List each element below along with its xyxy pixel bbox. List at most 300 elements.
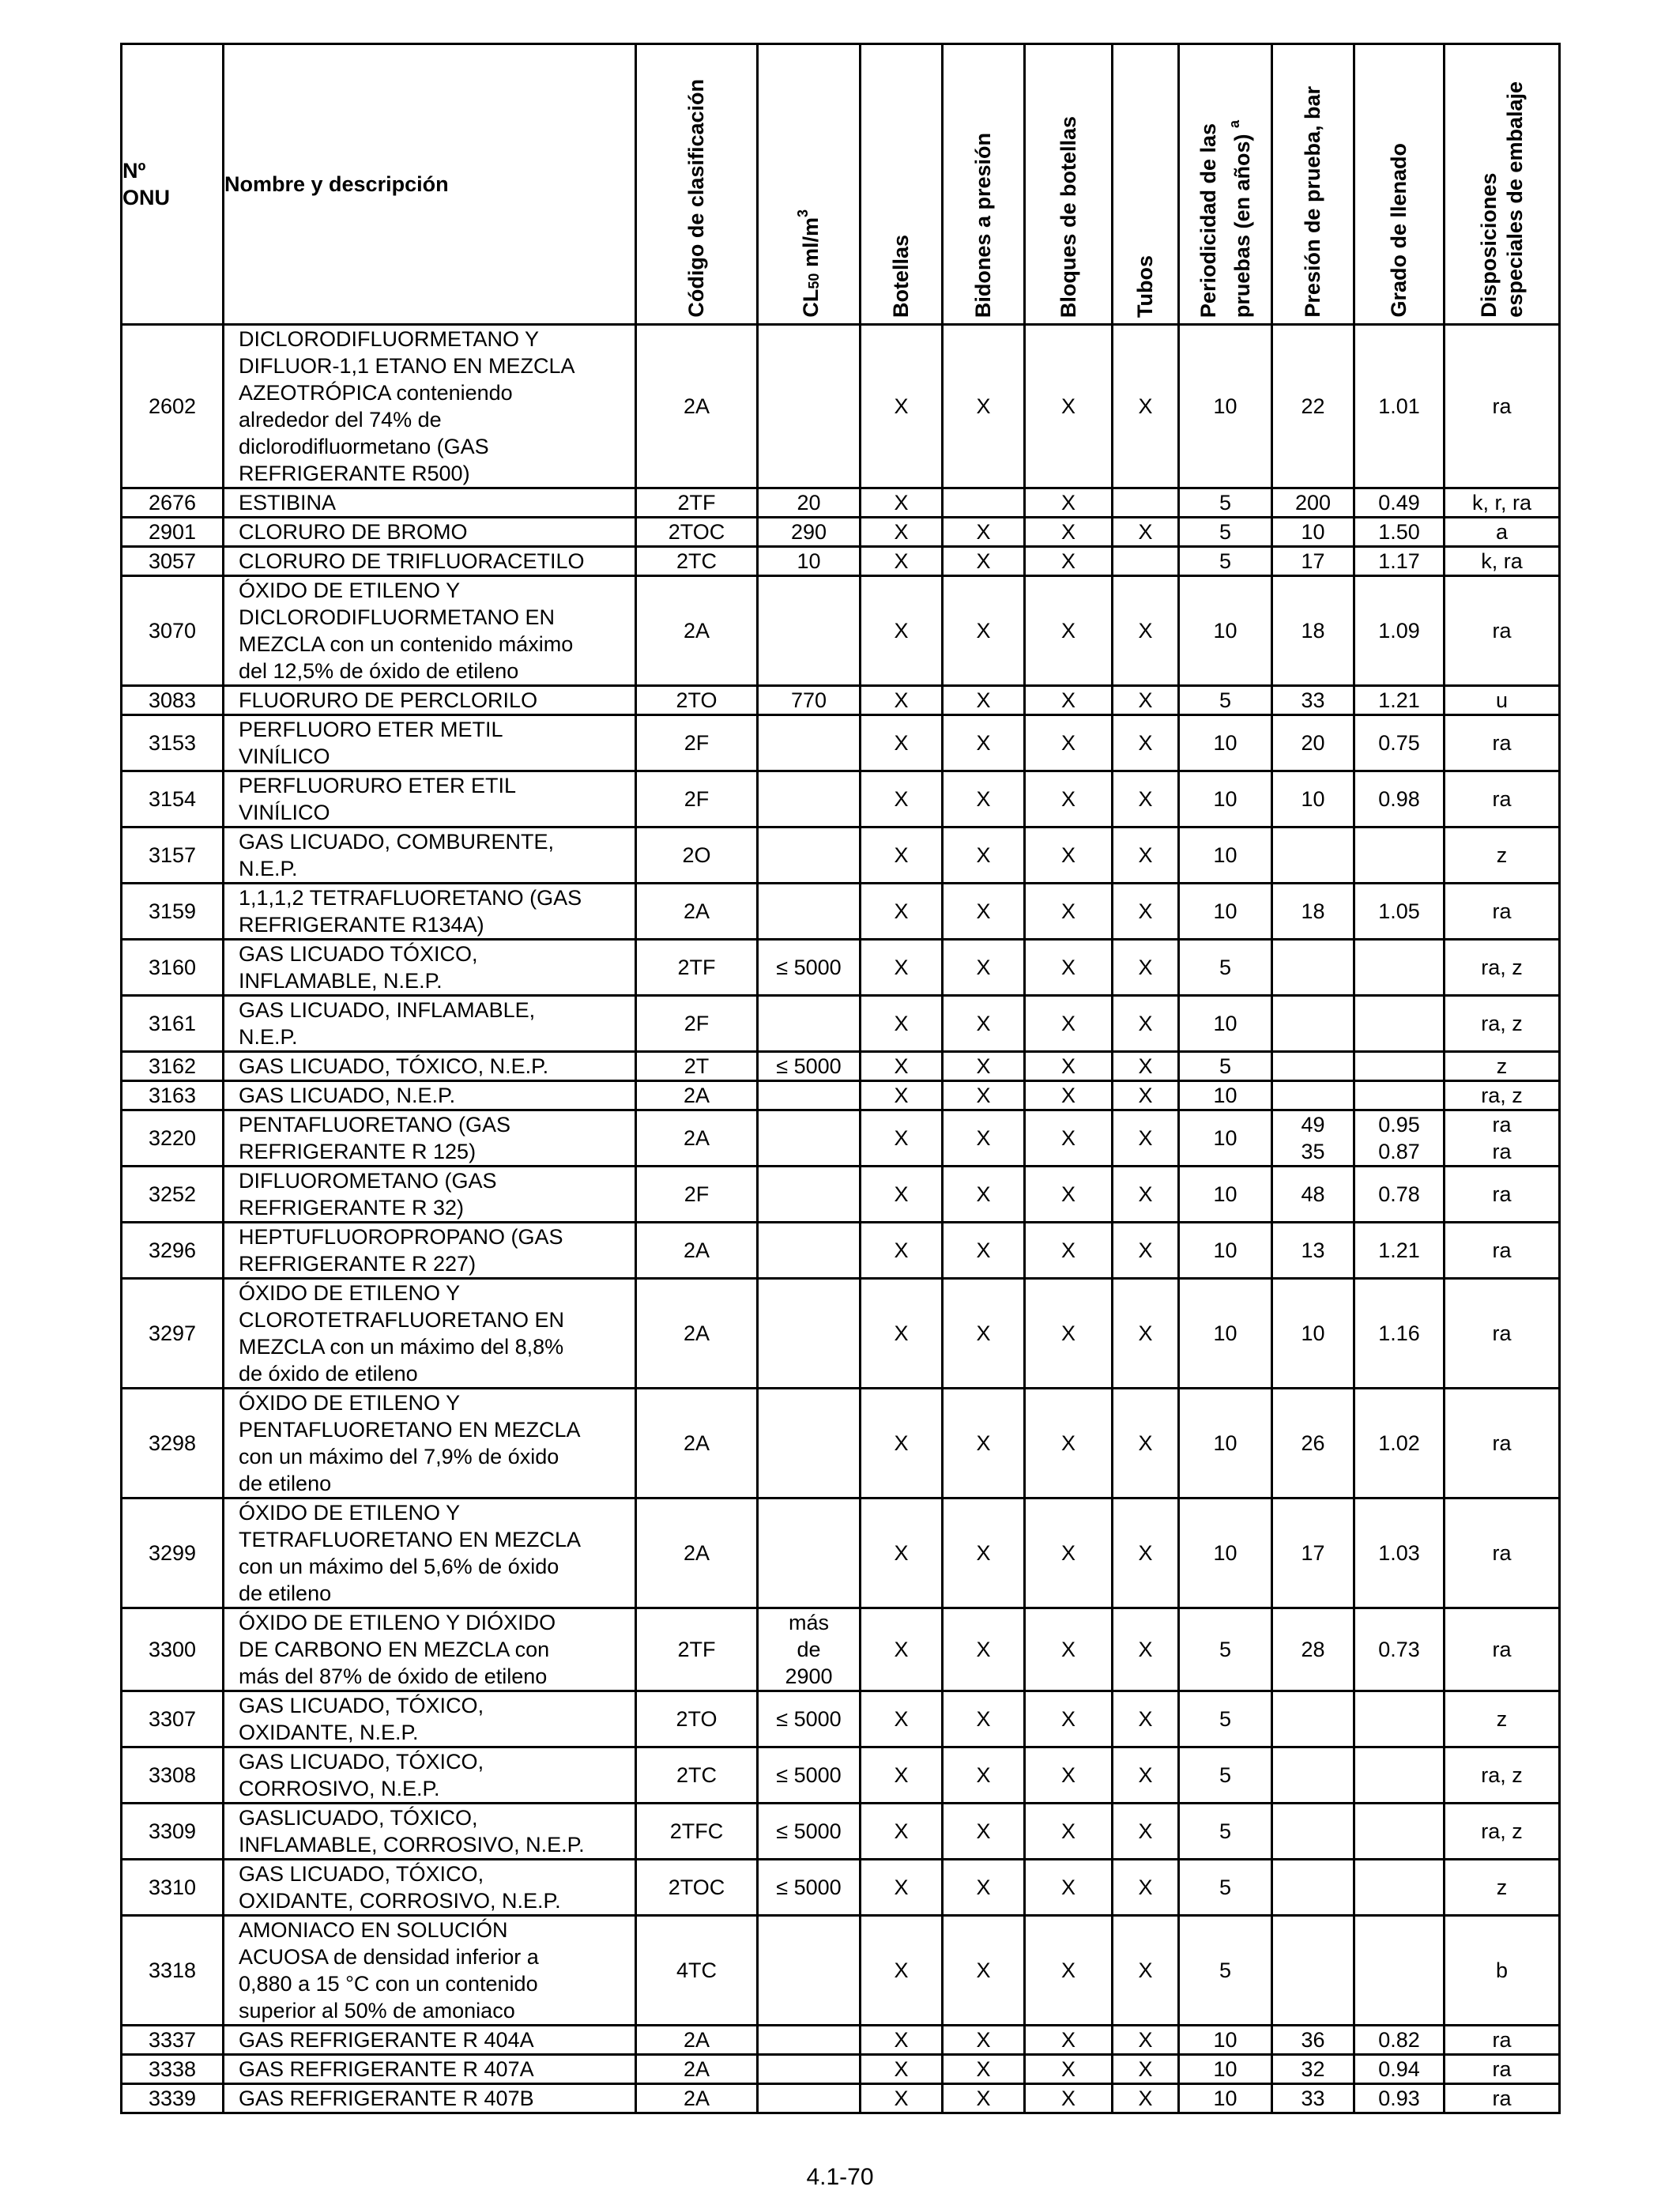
cell-un-number: 3162 <box>122 1052 224 1081</box>
cell-bottle-bundles: X <box>1025 1804 1113 1860</box>
cell-test-pressure <box>1272 1747 1354 1804</box>
cell-special-provisions <box>1445 1081 1560 1110</box>
cell-cl50 <box>758 518 861 547</box>
cell-name-line: OXIDANTE, N.E.P. <box>239 1721 419 1744</box>
header-bottles-label: Botellas <box>889 234 913 318</box>
cell-pressure-drums: X <box>943 771 1025 827</box>
cell-test-periodicity: 5 <box>1179 1608 1272 1691</box>
cell-bottle-bundles: X <box>1025 2055 1113 2084</box>
cell-classification: 2TF <box>636 940 758 996</box>
cell-filling-degree <box>1354 1279 1445 1389</box>
cell-test-pressure <box>1272 1052 1354 1081</box>
table-row <box>122 547 1560 576</box>
cell-special-provisions <box>1445 1498 1560 1608</box>
cell-name-line: del 12,5% de óxido de etileno <box>239 659 519 683</box>
cell-un-number: 3307 <box>122 1691 224 1747</box>
cell-cl50 <box>758 576 861 686</box>
cell-tubes: X <box>1113 771 1179 827</box>
cell-name <box>224 1167 636 1223</box>
header-test-periodicity-line-2 <box>1222 120 1256 318</box>
cell-bottles: X <box>861 1608 943 1691</box>
cell-name-line: DIFLUOROMETANO (GAS <box>239 1169 497 1193</box>
cell-filling-degree <box>1354 771 1445 827</box>
cell-test-periodicity: 10 <box>1179 1081 1272 1110</box>
cell-special-provisions <box>1445 1804 1560 1860</box>
cell-bottles: X <box>861 884 943 940</box>
cell-name-line: HEPTUFLUOROPROPANO (GAS <box>239 1225 563 1249</box>
cell-un-number: 3297 <box>122 1279 224 1389</box>
header-tubes <box>1113 44 1179 325</box>
cell-un-number: 3338 <box>122 2055 224 2084</box>
cell-classification: 2A <box>636 1110 758 1167</box>
cell-cl50 <box>758 1052 861 1081</box>
cell-name-line: superior al 50% de amoniaco <box>239 1999 515 2022</box>
table-row <box>122 518 1560 547</box>
cell-un-number: 3154 <box>122 771 224 827</box>
cell-special-provisions-line: z <box>1496 843 1508 867</box>
cell-special-provisions-line: ra <box>1492 1238 1512 1262</box>
cell-test-pressure <box>1272 686 1354 715</box>
cell-pressure-drums: X <box>943 884 1025 940</box>
table-row <box>122 1691 1560 1747</box>
cell-cl50 <box>758 1167 861 1223</box>
cell-tubes <box>1113 547 1179 576</box>
cell-test-pressure <box>1272 715 1354 771</box>
cell-name-line: GAS LICUADO, N.E.P. <box>239 1084 456 1107</box>
table-row <box>122 1498 1560 1608</box>
cell-special-provisions <box>1445 1691 1560 1747</box>
cell-name-line: CLORURO DE TRIFLUORACETILO <box>239 549 585 573</box>
cell-test-periodicity: 10 <box>1179 1223 1272 1279</box>
cell-filling-degree-line: 0.98 <box>1378 787 1420 811</box>
cell-test-pressure <box>1272 1279 1354 1389</box>
cell-bottles: X <box>861 2084 943 2113</box>
cell-bottle-bundles: X <box>1025 771 1113 827</box>
cell-tubes: X <box>1113 827 1179 884</box>
header-special-provisions <box>1445 44 1560 325</box>
cell-bottle-bundles: X <box>1025 1608 1113 1691</box>
cell-bottle-bundles: X <box>1025 715 1113 771</box>
cell-filling-degree <box>1354 325 1445 488</box>
cell-cl50-line: 20 <box>797 491 821 515</box>
cell-bottles: X <box>861 2026 943 2055</box>
cell-name-line: ÓXIDO DE ETILENO Y <box>239 579 461 602</box>
cell-bottles: X <box>861 1081 943 1110</box>
cell-filling-degree-line: 1.05 <box>1378 899 1420 923</box>
cell-filling-degree <box>1354 686 1445 715</box>
cell-filling-degree-line: 1.01 <box>1378 394 1420 418</box>
cell-name-line: DICLORODIFLUORMETANO EN <box>239 605 556 629</box>
cell-test-pressure <box>1272 1389 1354 1498</box>
cell-filling-degree <box>1354 1110 1445 1167</box>
cell-name-line: REFRIGERANTE R500) <box>239 462 470 485</box>
cell-pressure-drums: X <box>943 1110 1025 1167</box>
cell-bottle-bundles: X <box>1025 996 1113 1052</box>
cell-name-line: VINÍLICO <box>239 745 330 768</box>
cell-name-line: INFLAMABLE, N.E.P. <box>239 969 443 993</box>
cell-name-line: PENTAFLUORETANO EN MEZCLA <box>239 1418 581 1442</box>
cell-bottle-bundles: X <box>1025 686 1113 715</box>
cell-name-line: MEZCLA con un máximo del 8,8% <box>239 1335 564 1359</box>
cell-bottle-bundles: X <box>1025 488 1113 518</box>
cell-un-number: 3318 <box>122 1916 224 2026</box>
cell-special-provisions-line: ra <box>1492 1113 1512 1137</box>
cell-tubes: X <box>1113 1608 1179 1691</box>
cell-bottle-bundles: X <box>1025 1691 1113 1747</box>
cell-special-provisions-line: u <box>1495 688 1509 712</box>
cell-pressure-drums: X <box>943 1747 1025 1804</box>
cell-cl50 <box>758 827 861 884</box>
cell-filling-degree-line: 0.82 <box>1378 2028 1420 2052</box>
cell-filling-degree-line: 0.73 <box>1378 1638 1420 1661</box>
cell-name-line: GASLICUADO, TÓXICO, <box>239 1806 478 1830</box>
cell-special-provisions <box>1445 1052 1560 1081</box>
cell-test-pressure-line: 49 <box>1301 1113 1325 1137</box>
cell-name-line: DIFLUOR-1,1 ETANO EN MEZCLA <box>239 354 575 378</box>
cell-un-number: 2676 <box>122 488 224 518</box>
cell-test-periodicity: 5 <box>1179 1052 1272 1081</box>
cell-cl50 <box>758 1608 861 1691</box>
cell-name-line: MEZCLA con un contenido máximo <box>239 632 574 656</box>
cell-bottles: X <box>861 576 943 686</box>
cell-filling-degree-line: 1.17 <box>1378 549 1420 573</box>
cell-special-provisions-line: z <box>1496 1054 1508 1078</box>
cell-bottles: X <box>861 1389 943 1498</box>
table-row <box>122 325 1560 488</box>
cell-name <box>224 827 636 884</box>
cell-special-provisions-line: z <box>1496 1875 1508 1899</box>
cell-tubes: X <box>1113 1860 1179 1916</box>
cell-cl50 <box>758 940 861 996</box>
cell-tubes <box>1113 488 1179 518</box>
cell-pressure-drums: X <box>943 1916 1025 2026</box>
cell-filling-degree-line: 0.95 <box>1378 1113 1420 1137</box>
cell-cl50 <box>758 325 861 488</box>
cell-name-line: GAS LICUADO, TÓXICO, N.E.P. <box>239 1054 549 1078</box>
cell-special-provisions <box>1445 827 1560 884</box>
cell-classification: 2A <box>636 576 758 686</box>
cell-filling-degree <box>1354 1167 1445 1223</box>
header-cl50-label <box>790 209 827 318</box>
cell-cl50 <box>758 547 861 576</box>
cell-bottle-bundles: X <box>1025 1167 1113 1223</box>
cell-un-number: 3300 <box>122 1608 224 1691</box>
cell-bottles: X <box>861 1110 943 1167</box>
table-row <box>122 1860 1560 1916</box>
cell-tubes: X <box>1113 1081 1179 1110</box>
cell-special-provisions <box>1445 576 1560 686</box>
cell-filling-degree <box>1354 1081 1445 1110</box>
cell-name-line: TETRAFLUORETANO EN MEZCLA <box>239 1528 582 1551</box>
cell-test-pressure <box>1272 1804 1354 1860</box>
cell-name-line: VINÍLICO <box>239 801 330 824</box>
cell-filling-degree <box>1354 884 1445 940</box>
header-cl50 <box>758 44 861 325</box>
cell-special-provisions-line: b <box>1495 1958 1509 1982</box>
cell-filling-degree <box>1354 2026 1445 2055</box>
gas-packing-table <box>120 43 1561 2114</box>
cell-bottles: X <box>861 2055 943 2084</box>
header-cl50-sup: 3 <box>795 209 811 218</box>
cell-test-periodicity: 10 <box>1179 827 1272 884</box>
cell-filling-degree-line: 1.03 <box>1378 1541 1420 1565</box>
cell-name-line: diclorodifluormetano (GAS <box>239 435 489 458</box>
header-special-provisions-line-2: especiales de embalaje <box>1502 81 1527 318</box>
table-row <box>122 771 1560 827</box>
cell-name <box>224 2055 636 2084</box>
cell-special-provisions <box>1445 1608 1560 1691</box>
cell-tubes: X <box>1113 715 1179 771</box>
header-bottles <box>861 44 943 325</box>
cell-test-periodicity: 5 <box>1179 1691 1272 1747</box>
cell-special-provisions <box>1445 686 1560 715</box>
cell-special-provisions <box>1445 771 1560 827</box>
cell-special-provisions-line: ra <box>1492 1541 1512 1565</box>
header-filling-degree-label: Grado de llenado <box>1387 143 1411 318</box>
cell-pressure-drums: X <box>943 518 1025 547</box>
cell-cl50-line: ≤ 5000 <box>776 1707 842 1731</box>
cell-classification: 2TC <box>636 1747 758 1804</box>
cell-bottle-bundles: X <box>1025 325 1113 488</box>
cell-special-provisions-line: ra, z <box>1481 956 1523 979</box>
cell-cl50-line: más <box>788 1611 829 1634</box>
cell-cl50-line: 10 <box>797 549 821 573</box>
cell-test-pressure <box>1272 1110 1354 1167</box>
cell-name-line: GAS LICUADO, INFLAMABLE, <box>239 998 536 1022</box>
cell-pressure-drums: X <box>943 1052 1025 1081</box>
cell-classification: 2TFC <box>636 1804 758 1860</box>
cell-test-pressure-line: 36 <box>1301 2028 1325 2052</box>
header-bottle-bundles-label: Bloques de botellas <box>1056 115 1080 318</box>
cell-filling-degree-line: 0.87 <box>1378 1140 1420 1163</box>
cell-classification: 2F <box>636 1167 758 1223</box>
cell-bottles: X <box>861 1223 943 1279</box>
cell-bottle-bundles: X <box>1025 547 1113 576</box>
cell-bottles: X <box>861 940 943 996</box>
cell-name-line: alrededor del 74% de <box>239 408 442 432</box>
table-row <box>122 1608 1560 1691</box>
cell-tubes: X <box>1113 1916 1179 2026</box>
cell-tubes: X <box>1113 1389 1179 1498</box>
cell-test-pressure <box>1272 1081 1354 1110</box>
cell-bottles: X <box>861 996 943 1052</box>
cell-special-provisions-line: k, r, ra <box>1471 491 1531 515</box>
table-row <box>122 1052 1560 1081</box>
cell-name-line: GAS LICUADO, TÓXICO, <box>239 1694 484 1717</box>
cell-tubes: X <box>1113 1167 1179 1223</box>
cell-test-periodicity: 10 <box>1179 1110 1272 1167</box>
cell-filling-degree-line: 0.94 <box>1378 2057 1420 2081</box>
cell-name <box>224 1110 636 1167</box>
cell-pressure-drums: X <box>943 547 1025 576</box>
cell-cl50-line: ≤ 5000 <box>776 1763 842 1787</box>
cell-pressure-drums: X <box>943 996 1025 1052</box>
cell-cl50 <box>758 996 861 1052</box>
cell-bottles: X <box>861 1052 943 1081</box>
cell-tubes: X <box>1113 996 1179 1052</box>
cell-cl50 <box>758 488 861 518</box>
cell-bottle-bundles: X <box>1025 827 1113 884</box>
cell-name-line: GAS REFRIGERANTE R 407B <box>239 2087 534 2110</box>
table-row <box>122 1279 1560 1389</box>
cell-name <box>224 996 636 1052</box>
cell-un-number: 2602 <box>122 325 224 488</box>
header-test-pressure-label: Presión de prueba, bar <box>1301 86 1324 318</box>
cell-name-line: AMONIACO EN SOLUCIÓN <box>239 1918 508 1942</box>
cell-classification: 2O <box>636 827 758 884</box>
cell-filling-degree <box>1354 1860 1445 1916</box>
header-classification-label: Código de clasificación <box>684 79 708 318</box>
header-test-periodicity <box>1179 44 1272 325</box>
table-row <box>122 1081 1560 1110</box>
cell-bottles: X <box>861 771 943 827</box>
cell-name <box>224 1498 636 1608</box>
cell-special-provisions <box>1445 1110 1560 1167</box>
cell-un-number: 3309 <box>122 1804 224 1860</box>
cell-cl50 <box>758 1223 861 1279</box>
cell-test-periodicity: 10 <box>1179 884 1272 940</box>
cell-test-pressure-line: 10 <box>1301 1321 1325 1345</box>
cell-test-periodicity: 10 <box>1179 715 1272 771</box>
cell-special-provisions-line: ra <box>1492 1431 1512 1455</box>
cell-test-periodicity: 5 <box>1179 488 1272 518</box>
cell-test-pressure-line: 200 <box>1294 491 1332 515</box>
cell-classification: 2TO <box>636 1691 758 1747</box>
cell-pressure-drums <box>943 488 1025 518</box>
cell-name <box>224 2026 636 2055</box>
cell-name-line: REFRIGERANTE R 32) <box>239 1196 465 1220</box>
cell-test-pressure <box>1272 940 1354 996</box>
cell-test-periodicity: 10 <box>1179 576 1272 686</box>
table-row <box>122 1916 1560 2026</box>
cell-tubes: X <box>1113 1110 1179 1167</box>
cell-name <box>224 1223 636 1279</box>
cell-special-provisions <box>1445 518 1560 547</box>
cell-cl50-line: ≤ 5000 <box>776 1819 842 1843</box>
cell-cl50 <box>758 2026 861 2055</box>
cell-cl50 <box>758 2084 861 2113</box>
cell-name-line: PERFLUORURO ETER ETIL <box>239 774 517 797</box>
cell-filling-degree-line: 0.49 <box>1378 491 1420 515</box>
cell-bottles: X <box>861 1747 943 1804</box>
cell-name <box>224 884 636 940</box>
cell-filling-degree-line: 1.21 <box>1378 688 1420 712</box>
cell-special-provisions-line: ra <box>1492 2057 1512 2081</box>
cell-classification: 2TF <box>636 1608 758 1691</box>
cell-test-pressure <box>1272 996 1354 1052</box>
cell-name-line: REFRIGERANTE R134A) <box>239 913 484 937</box>
table-body <box>122 325 1560 2113</box>
cell-test-pressure <box>1272 1916 1354 2026</box>
table-row <box>122 686 1560 715</box>
cell-cl50 <box>758 1860 861 1916</box>
cell-test-periodicity: 10 <box>1179 1498 1272 1608</box>
cell-tubes: X <box>1113 940 1179 996</box>
table-row <box>122 1110 1560 1167</box>
cell-bottle-bundles: X <box>1025 1052 1113 1081</box>
cell-bottles: X <box>861 1804 943 1860</box>
cell-test-periodicity: 10 <box>1179 325 1272 488</box>
cell-name-line: 1,1,1,2 TETRAFLUORETANO (GAS <box>239 886 582 910</box>
cell-pressure-drums: X <box>943 1691 1025 1747</box>
cell-classification: 2TOC <box>636 1860 758 1916</box>
cell-tubes: X <box>1113 2084 1179 2113</box>
header-name <box>224 44 636 325</box>
cell-tubes: X <box>1113 1279 1179 1389</box>
header-cl50-prefix: CL <box>799 289 823 318</box>
cell-special-provisions-line: a <box>1495 520 1509 544</box>
cell-pressure-drums: X <box>943 1860 1025 1916</box>
cell-name-line: FLUORURO DE PERCLORILO <box>239 688 538 712</box>
cell-special-provisions-line: ra, z <box>1481 1763 1523 1787</box>
cell-test-pressure-line: 18 <box>1301 619 1325 643</box>
cell-pressure-drums: X <box>943 325 1025 488</box>
cell-filling-degree-line: 1.02 <box>1378 1431 1420 1455</box>
cell-filling-degree <box>1354 1804 1445 1860</box>
cell-classification: 2TO <box>636 686 758 715</box>
cell-pressure-drums: X <box>943 1608 1025 1691</box>
cell-test-pressure <box>1272 884 1354 940</box>
cell-cl50 <box>758 1279 861 1389</box>
cell-classification: 2A <box>636 2055 758 2084</box>
cell-special-provisions <box>1445 2084 1560 2113</box>
cell-name-line: GAS LICUADO, COMBURENTE, <box>239 830 555 854</box>
cell-special-provisions <box>1445 1747 1560 1804</box>
cell-bottles: X <box>861 1691 943 1747</box>
cell-cl50 <box>758 2055 861 2084</box>
cell-filling-degree <box>1354 996 1445 1052</box>
cell-pressure-drums: X <box>943 1498 1025 1608</box>
cell-special-provisions-line: ra <box>1492 394 1512 418</box>
cell-name <box>224 1804 636 1860</box>
table-row <box>122 715 1560 771</box>
cell-cl50 <box>758 1389 861 1498</box>
table-row <box>122 1747 1560 1804</box>
cell-pressure-drums: X <box>943 1804 1025 1860</box>
cell-un-number: 3339 <box>122 2084 224 2113</box>
cell-test-periodicity: 10 <box>1179 2055 1272 2084</box>
cell-test-periodicity: 5 <box>1179 518 1272 547</box>
header-test-periodicity-line-2-text: pruebas (en años) <box>1230 134 1254 318</box>
cell-special-provisions-line: ra <box>1492 2028 1512 2052</box>
cell-name-line: ACUOSA de densidad inferior a <box>239 1945 539 1969</box>
cell-test-periodicity: 10 <box>1179 771 1272 827</box>
cell-un-number: 2901 <box>122 518 224 547</box>
cell-un-number: 3163 <box>122 1081 224 1110</box>
cell-tubes: X <box>1113 884 1179 940</box>
cell-name-line: REFRIGERANTE R 125) <box>239 1140 477 1163</box>
cell-name-line: GAS LICUADO, TÓXICO, <box>239 1862 484 1886</box>
cell-test-pressure <box>1272 576 1354 686</box>
cell-bottle-bundles: X <box>1025 1279 1113 1389</box>
cell-special-provisions <box>1445 1916 1560 2026</box>
header-special-provisions-line-1: Disposiciones <box>1476 172 1501 318</box>
cell-test-pressure-line: 33 <box>1301 2087 1325 2110</box>
cell-pressure-drums: X <box>943 2026 1025 2055</box>
cell-test-pressure-line: 18 <box>1301 899 1325 923</box>
cell-name <box>224 686 636 715</box>
cell-name-line: CORROSIVO, N.E.P. <box>239 1777 440 1800</box>
cell-test-periodicity: 10 <box>1179 2026 1272 2055</box>
cell-name <box>224 1279 636 1389</box>
cell-test-pressure-line: 17 <box>1301 1541 1325 1565</box>
cell-name <box>224 1860 636 1916</box>
cell-cl50 <box>758 715 861 771</box>
header-un-number-line-2: ONU <box>122 186 170 209</box>
cell-special-provisions-line: k, ra <box>1481 549 1523 573</box>
table-row <box>122 2084 1560 2113</box>
cell-un-number: 3220 <box>122 1110 224 1167</box>
